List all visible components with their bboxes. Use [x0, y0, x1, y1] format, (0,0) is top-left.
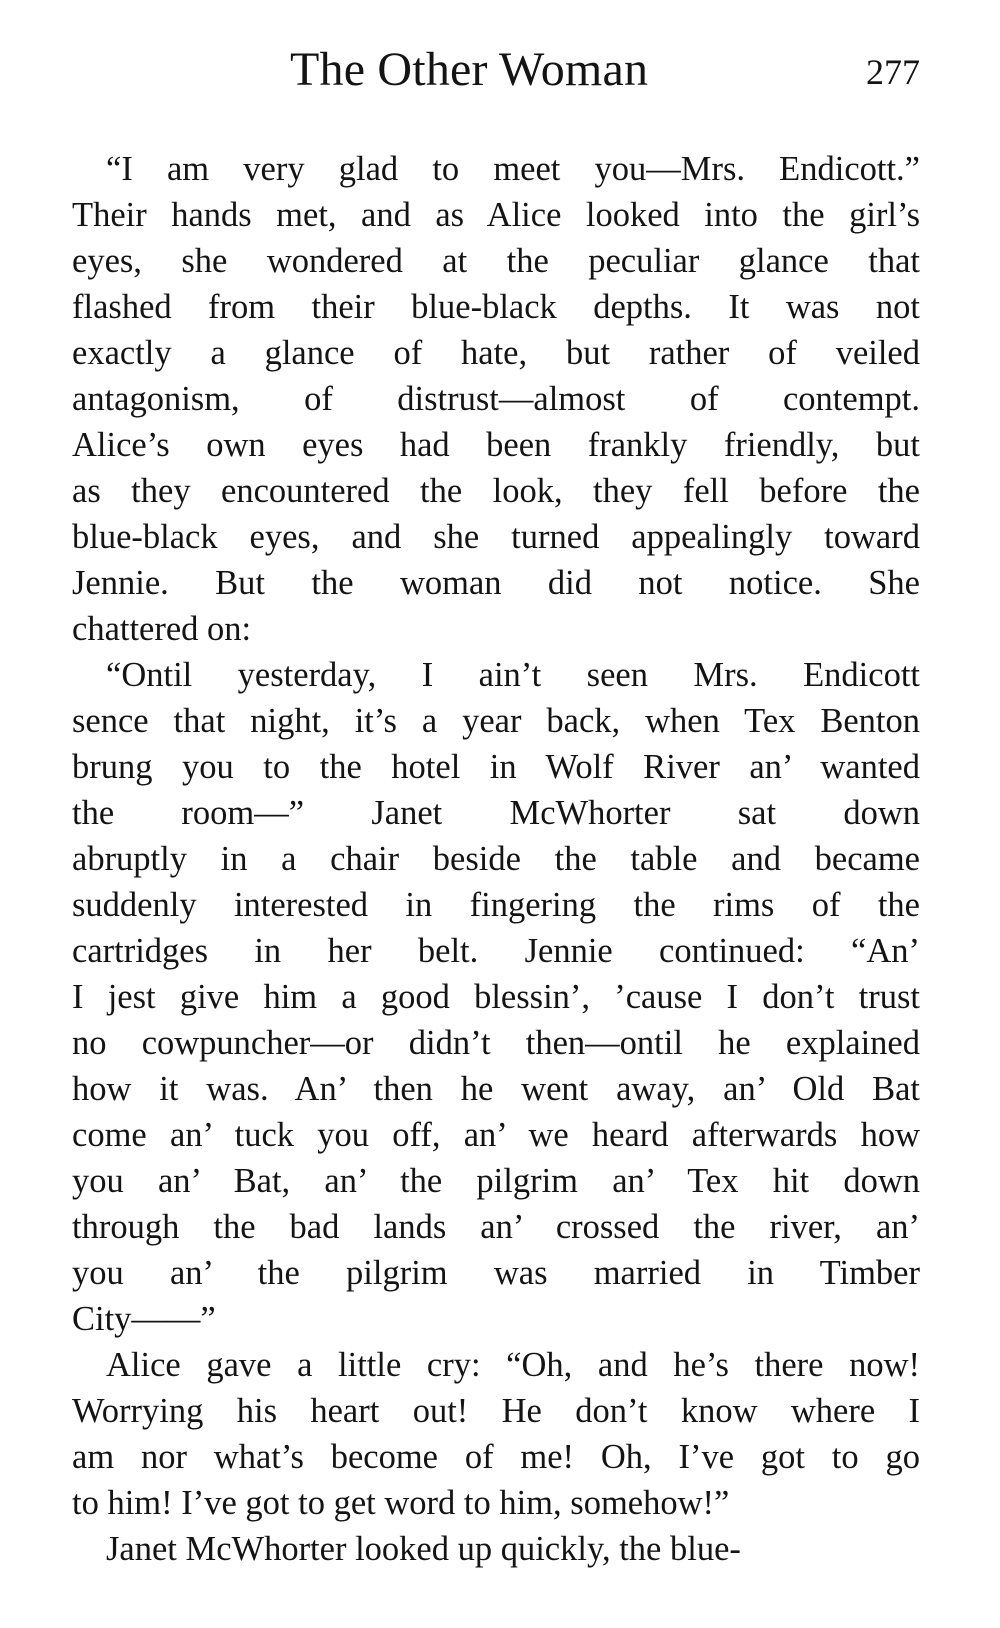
text-line: City——”	[72, 1300, 216, 1338]
text-line: through the bad lands an’ crossed the river, an’	[72, 1208, 920, 1246]
text-line: you an’ Bat, an’ the pilgrim an’ Tex hit down	[72, 1162, 920, 1200]
text-line: no cowpuncher—or didn’t then—ontil he explained	[72, 1024, 920, 1062]
text-line: Alice’s own eyes had been frankly friendly, but	[72, 426, 920, 464]
text-line: chattered on:	[72, 610, 252, 648]
text-line: eyes, she wondered at the peculiar glance that	[72, 242, 920, 280]
body-text	[72, 146, 920, 1572]
text-line: flashed from their blue-black depths. It was not	[72, 288, 920, 326]
text-line: Janet McWhorter looked up quickly, the blue-	[106, 1530, 741, 1568]
text-line: sence that night, it’s a year back, when Tex Benton	[72, 702, 920, 740]
running-title: The Other Woman	[290, 43, 649, 96]
text-line: suddenly interested in fingering the rims of the	[72, 886, 920, 924]
text-line: come an’ tuck you off, an’ we heard afterwards how	[72, 1116, 920, 1154]
text-line: the room—” Janet McWhorter sat down	[72, 794, 920, 832]
text-line: Alice gave a little cry: “Oh, and he’s there now!	[106, 1346, 920, 1384]
running-head	[72, 38, 920, 108]
page-number: 277	[866, 52, 920, 92]
text-line: to him! I’ve got to get word to him, somehow!”	[72, 1484, 730, 1522]
text-line: Their hands met, and as Alice looked into the girl’s	[72, 196, 920, 234]
text-line: Worrying his heart out! He don’t know where I	[72, 1392, 920, 1430]
text-line: “Ontil yesterday, I ain’t seen Mrs. Endicott	[106, 656, 920, 694]
text-line: Jennie. But the woman did not notice. She	[72, 564, 920, 602]
text-line: “I am very glad to meet you—Mrs. Endicott.”	[106, 150, 920, 188]
text-line: as they encountered the look, they fell before the	[72, 472, 920, 510]
text-line: abruptly in a chair beside the table and became	[72, 840, 920, 878]
text-line: antagonism, of distrust—almost of contempt.	[72, 380, 920, 418]
text-line: I jest give him a good blessin’, ’cause I don’t trust	[72, 978, 920, 1016]
text-line: you an’ the pilgrim was married in Timber	[72, 1254, 920, 1292]
text-line: how it was. An’ then he went away, an’ Old Bat	[72, 1070, 920, 1108]
text-line: am nor what’s become of me! Oh, I’ve got to go	[72, 1438, 920, 1476]
text-line: cartridges in her belt. Jennie continued: “An’	[72, 932, 920, 970]
text-line: brung you to the hotel in Wolf River an’ wanted	[72, 748, 920, 786]
text-line: exactly a glance of hate, but rather of veiled	[72, 334, 920, 372]
text-line: blue-black eyes, and she turned appealingly toward	[72, 518, 920, 556]
